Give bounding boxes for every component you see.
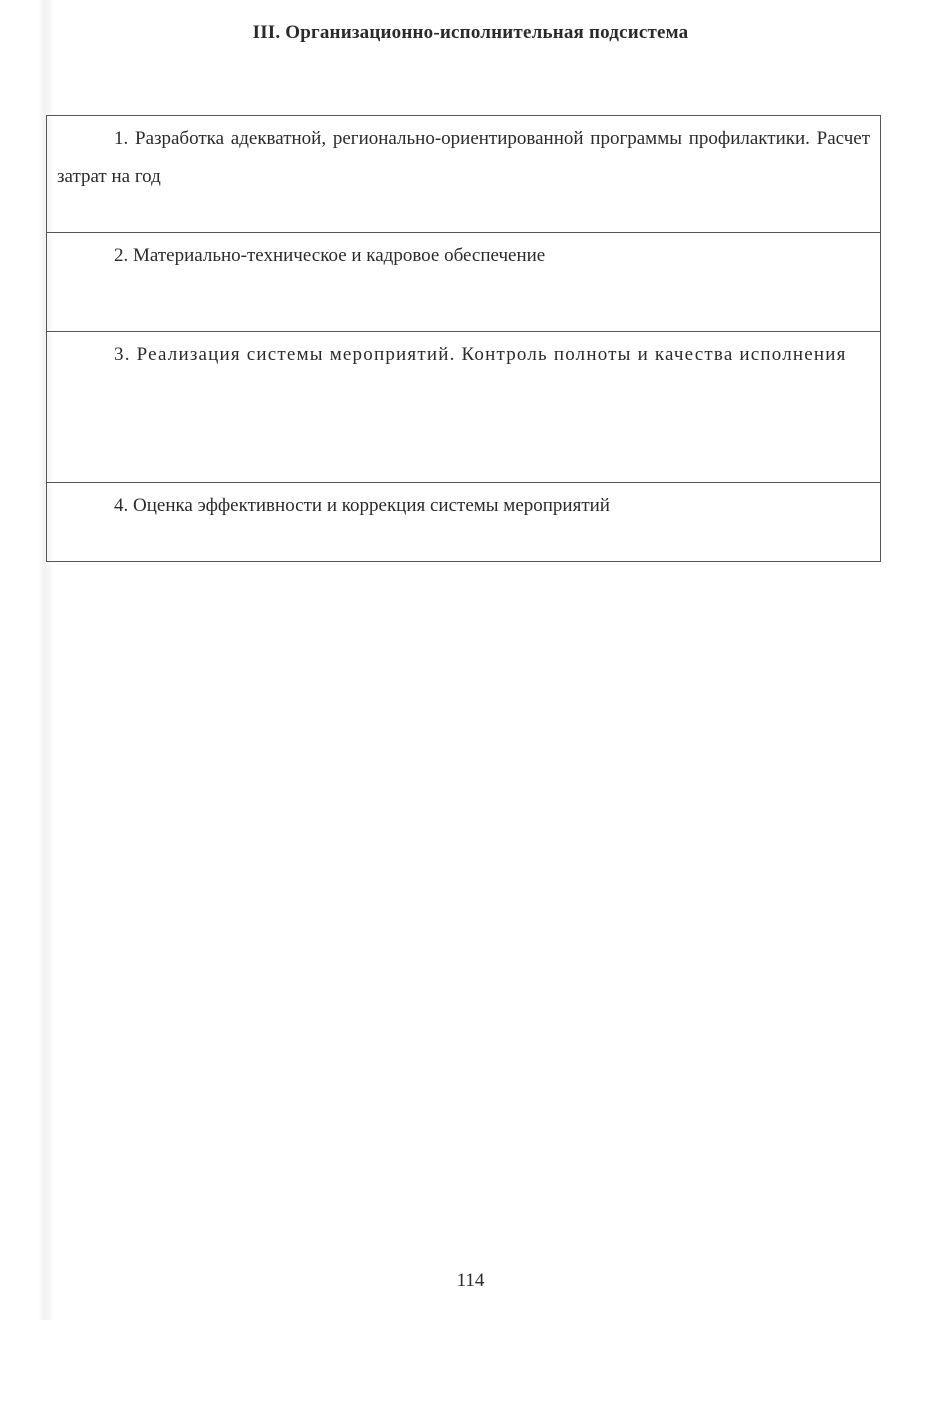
table-row (47, 116, 880, 232)
table-row (47, 482, 880, 561)
page-title: III. Организационно-исполнительная подсистема (252, 22, 689, 43)
table-cell-text: 3. Реализация системы мероприятий. Контроль полноты и качества исполнения (114, 344, 847, 365)
subsystem-table (46, 115, 881, 562)
page-number: 114 (456, 1270, 485, 1291)
table-cell-text: 1. Разработка адекватной, регионально-ориентированной программы профилактики. Расчет затрат на год (57, 128, 870, 187)
table-cell-text: 2. Материально-техническое и кадровое обеспечение (114, 245, 546, 266)
table-row (47, 331, 880, 482)
table-cell-text: 4. Оценка эффективности и коррекция системы мероприятий (114, 495, 610, 516)
table-row (47, 232, 880, 331)
